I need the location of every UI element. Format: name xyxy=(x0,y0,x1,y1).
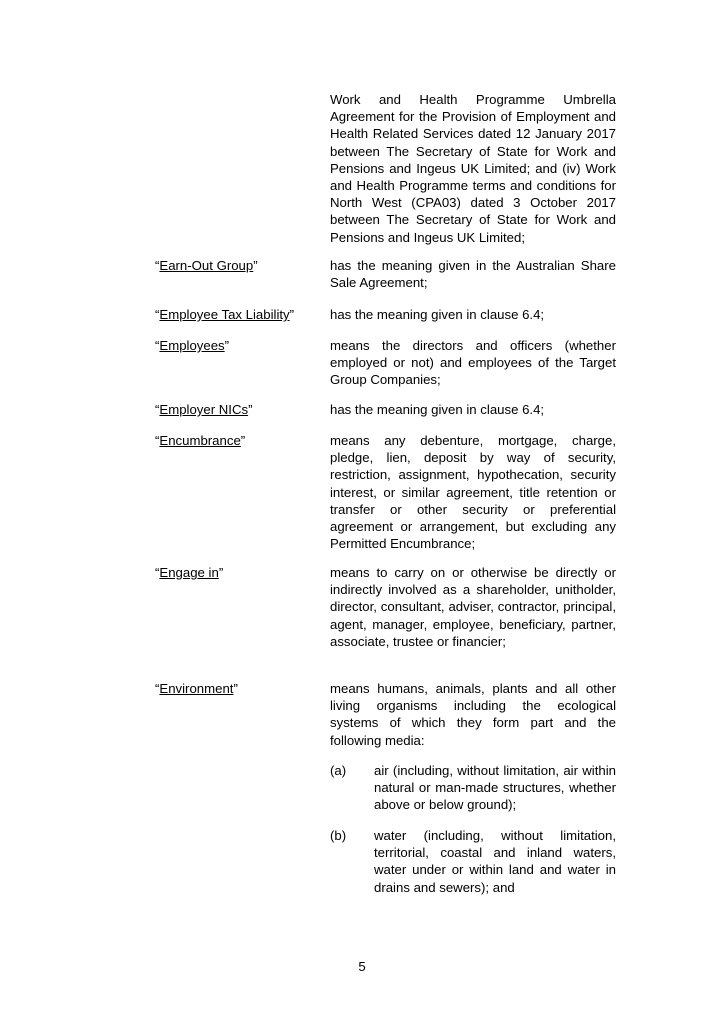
defined-term: “Encumbrance” xyxy=(155,433,246,448)
defined-term-label: Engage in xyxy=(159,565,219,580)
item-text: water (including, without limitation, territorial, coastal and inland waters, water under or within land and water in drains and sewers); and xyxy=(374,828,616,895)
item-label: (b) xyxy=(330,828,347,843)
defined-term: “Environment” xyxy=(155,681,238,696)
definition-text: means any debenture, mortgage, charge, pledge, lien, deposit by way of security, restriction, assignment, hypothecation, security interest, or similar agreement, title retention or transfer or other security or preferential agreement or arrangement, but excluding any Permitted Encumbrance; xyxy=(330,433,616,552)
definition-text: has the meaning given in clause 6.4; xyxy=(330,402,545,417)
defined-term-label: Employees xyxy=(159,338,225,353)
defined-term-label: Encumbrance xyxy=(159,433,241,448)
definition-text: means humans, animals, plants and all other living organisms including the ecological systems of which they form part and the following media: xyxy=(330,681,616,748)
defined-term: “Employee Tax Liability” xyxy=(155,307,295,322)
page-number: 5 xyxy=(358,959,366,974)
continuation-text: Work and Health Programme Umbrella Agreement for the Provision of Employment and Health Related Services dated 12 January 2017 between The Secretary of State for Work and Pensions and Ingeus UK Limited; and (iv) Work and Health Programme terms and conditions for North West (CPA03) dated 3 October 2017 between The Secretary of State for Work and Pensions and Ingeus UK Limited; xyxy=(330,92,616,245)
definition-text: means the directors and officers (whether employed or not) and employees of the Target Group Companies; xyxy=(330,338,616,388)
defined-term: “Employees” xyxy=(155,338,230,353)
definition-text: has the meaning given in the Australian Share Sale Agreement; xyxy=(330,258,616,291)
defined-term-label: Environment xyxy=(159,681,234,696)
definition-text: means to carry on or otherwise be directly or indirectly involved as a shareholder, unitholder, director, consultant, adviser, contractor, principal, agent, manager, employee, beneficiary, partner, associate, trustee or financier; xyxy=(330,565,616,649)
defined-term: “Earn-Out Group” xyxy=(155,258,258,273)
definition-text: has the meaning given in clause 6.4; xyxy=(330,307,545,322)
defined-term-label: Employee Tax Liability xyxy=(159,307,290,322)
defined-term: “Engage in” xyxy=(155,565,224,580)
defined-term-label: Employer NICs xyxy=(159,402,249,417)
item-label: (a) xyxy=(330,763,347,778)
item-text: air (including, without limitation, air within natural or man-made structures, whether above or below ground); xyxy=(374,763,616,813)
defined-term-label: Earn-Out Group xyxy=(159,258,254,273)
defined-term: “Employer NICs” xyxy=(155,402,253,417)
